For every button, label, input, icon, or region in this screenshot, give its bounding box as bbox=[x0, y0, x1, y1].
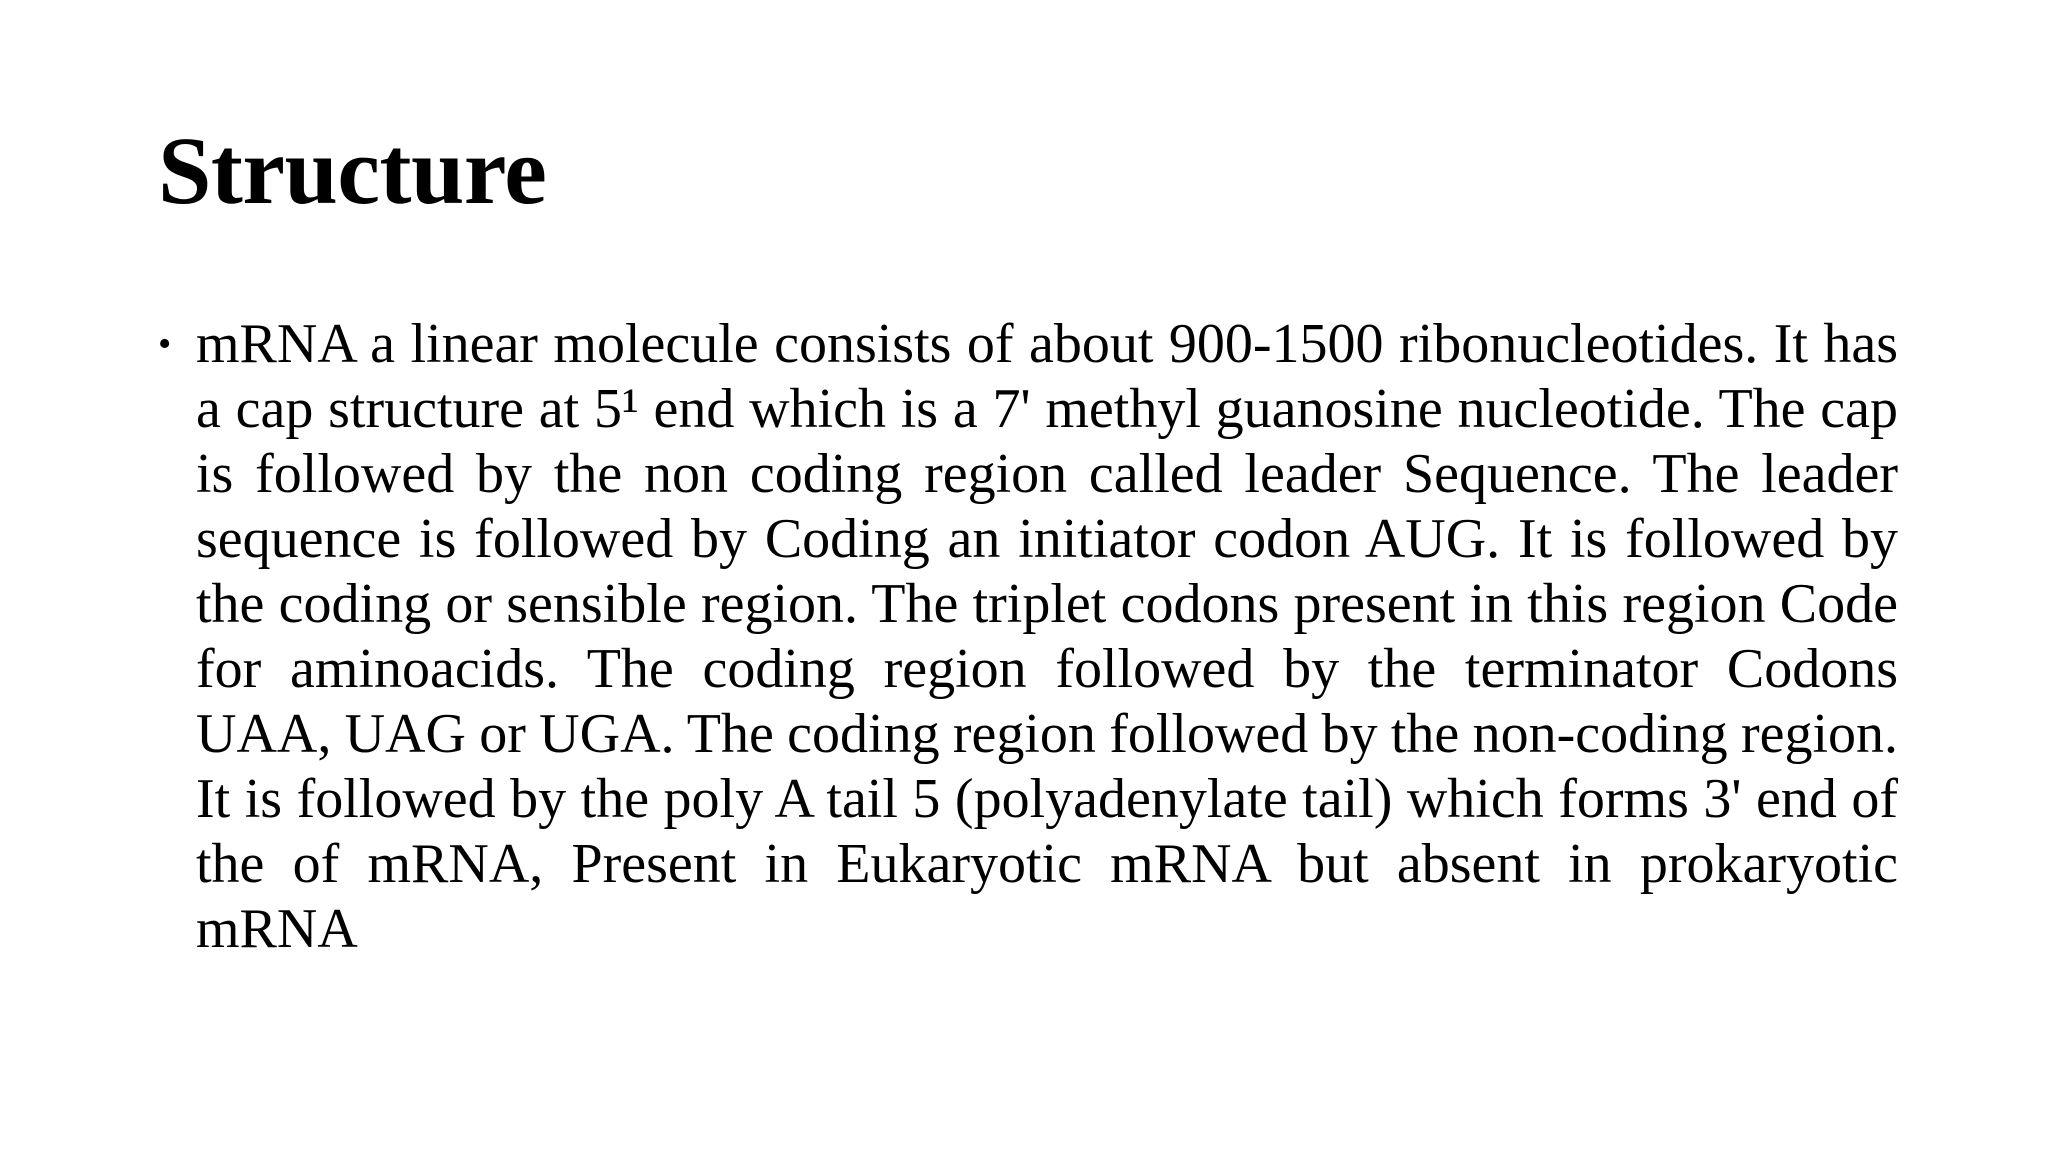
bullet-marker: • bbox=[158, 323, 172, 365]
slide-title: Structure bbox=[158, 117, 547, 224]
bullet-item bbox=[158, 312, 1898, 962]
bullet-text: mRNA a linear molecule consists of about 900-1500 ribonucleotides. It has a cap structure at 5¹ end which is a 7' methyl guanosine nucleotide. The cap is followed by the non coding region called leader Sequence. The leader sequence is followed by Coding an initiator codon AUG. It is followed by the coding or sensible region. The triplet codons present in this region Code for aminoacids. The coding region followed by the terminator Codons UAA, UAG or UGA. The coding region followed by the non-coding region. It is followed by the poly A tail 5 (polyadenylate tail) which forms 3' end of the of mRNA, Present in Eukaryotic mRNA but absent in prokaryotic mRNA bbox=[196, 313, 1898, 960]
bullet-list bbox=[158, 312, 1898, 962]
